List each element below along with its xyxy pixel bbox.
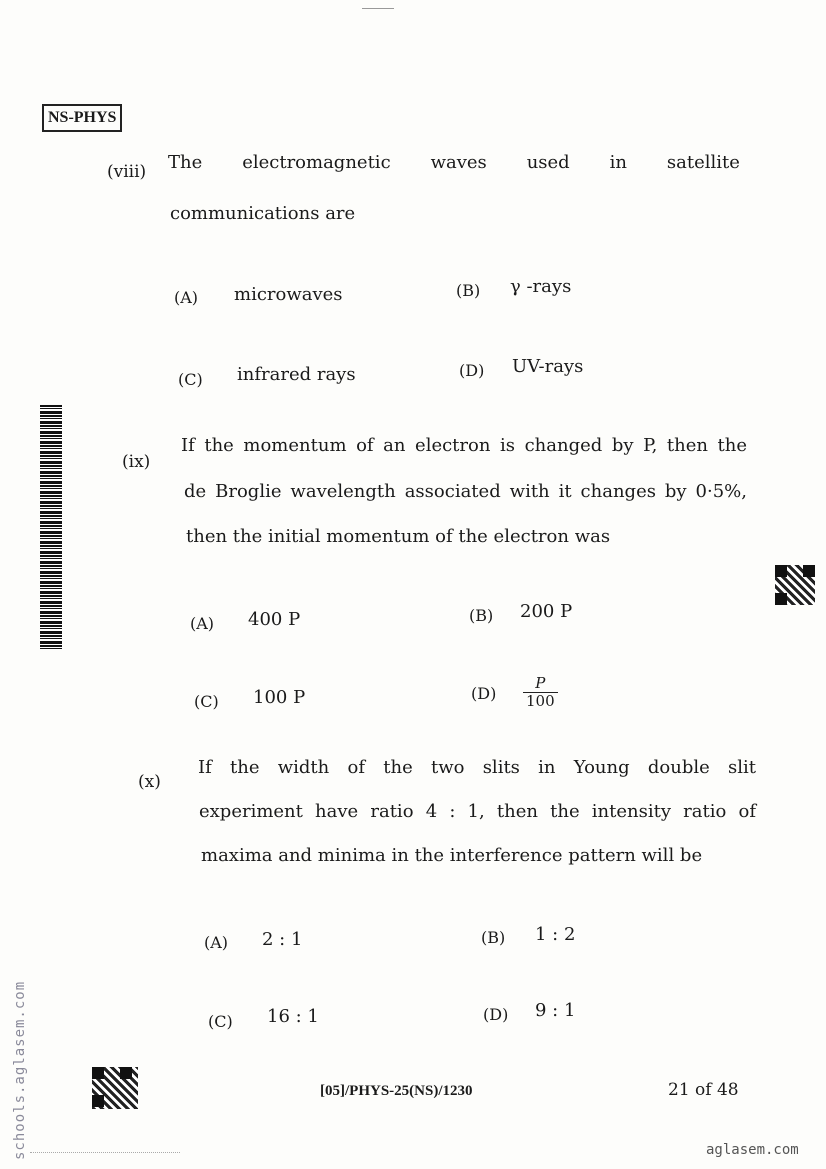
option-label: (C) bbox=[178, 370, 203, 389]
qr-code-image bbox=[775, 565, 815, 605]
option-label: (D) bbox=[483, 1005, 509, 1024]
option-label: (A) bbox=[174, 288, 199, 307]
footer-page-number: 21 of 48 bbox=[668, 1080, 739, 1100]
option-label: (B) bbox=[456, 281, 481, 300]
option-value: infrared rays bbox=[237, 364, 356, 385]
question-text-line: de Broglie wavelength associated with it changes by 0·5%, bbox=[184, 481, 747, 502]
barcode-image bbox=[40, 405, 62, 650]
bottom-faint-line bbox=[30, 1152, 180, 1153]
qr-code-image bbox=[92, 1067, 138, 1109]
paper-code-box: NS-PHYS bbox=[42, 104, 122, 132]
option-value: γ -rays bbox=[510, 276, 572, 297]
question-text-line: experiment have ratio 4 : 1, then the intensity ratio of bbox=[199, 801, 756, 822]
side-watermark: schools.aglasem.com bbox=[12, 980, 28, 1160]
option-label: (B) bbox=[469, 606, 494, 625]
option-value: 200 P bbox=[520, 601, 573, 622]
question-text-line: If the momentum of an electron is changed by P, then the bbox=[181, 435, 747, 456]
option-value: 100 P bbox=[253, 687, 306, 708]
word: The bbox=[168, 152, 203, 173]
question-text-line: maxima and minima in the interference pattern will be bbox=[201, 845, 703, 866]
corner-watermark: aglasem.com bbox=[706, 1142, 799, 1158]
option-value: microwaves bbox=[234, 284, 343, 305]
option-value: 9 : 1 bbox=[535, 1000, 576, 1021]
word: electromagnetic bbox=[242, 152, 391, 173]
option-label: (A) bbox=[204, 933, 229, 952]
top-mark bbox=[362, 8, 394, 9]
option-label: (C) bbox=[194, 692, 219, 711]
question-number: (viii) bbox=[107, 162, 147, 182]
question-text-line: communications are bbox=[170, 203, 356, 224]
fraction-denominator: 100 bbox=[526, 692, 555, 710]
question-text-line: If the width of the two slits in Young double slit bbox=[198, 757, 756, 778]
footer-paper-code: [05]/PHYS-25(NS)/1230 bbox=[320, 1083, 473, 1099]
option-value: UV-rays bbox=[512, 356, 584, 377]
question-text-line: then the initial momentum of the electron was bbox=[186, 526, 611, 547]
option-label: (D) bbox=[459, 361, 485, 380]
option-label: (A) bbox=[190, 614, 215, 633]
option-label: (B) bbox=[481, 928, 506, 947]
option-value: 400 P bbox=[248, 609, 301, 630]
fraction-numerator: P bbox=[523, 675, 558, 693]
option-label: (D) bbox=[471, 684, 497, 703]
word: used bbox=[526, 152, 570, 173]
question-number: (ix) bbox=[122, 452, 151, 472]
question-text-line bbox=[168, 152, 740, 173]
word: waves bbox=[430, 152, 487, 173]
option-value: 1 : 2 bbox=[535, 924, 576, 945]
option-value: 2 : 1 bbox=[262, 929, 303, 950]
fraction bbox=[523, 675, 558, 710]
word: satellite bbox=[666, 152, 740, 173]
word: in bbox=[609, 152, 627, 173]
option-label: (C) bbox=[208, 1012, 233, 1031]
question-number: (x) bbox=[138, 772, 161, 792]
option-value: 16 : 1 bbox=[267, 1006, 319, 1027]
